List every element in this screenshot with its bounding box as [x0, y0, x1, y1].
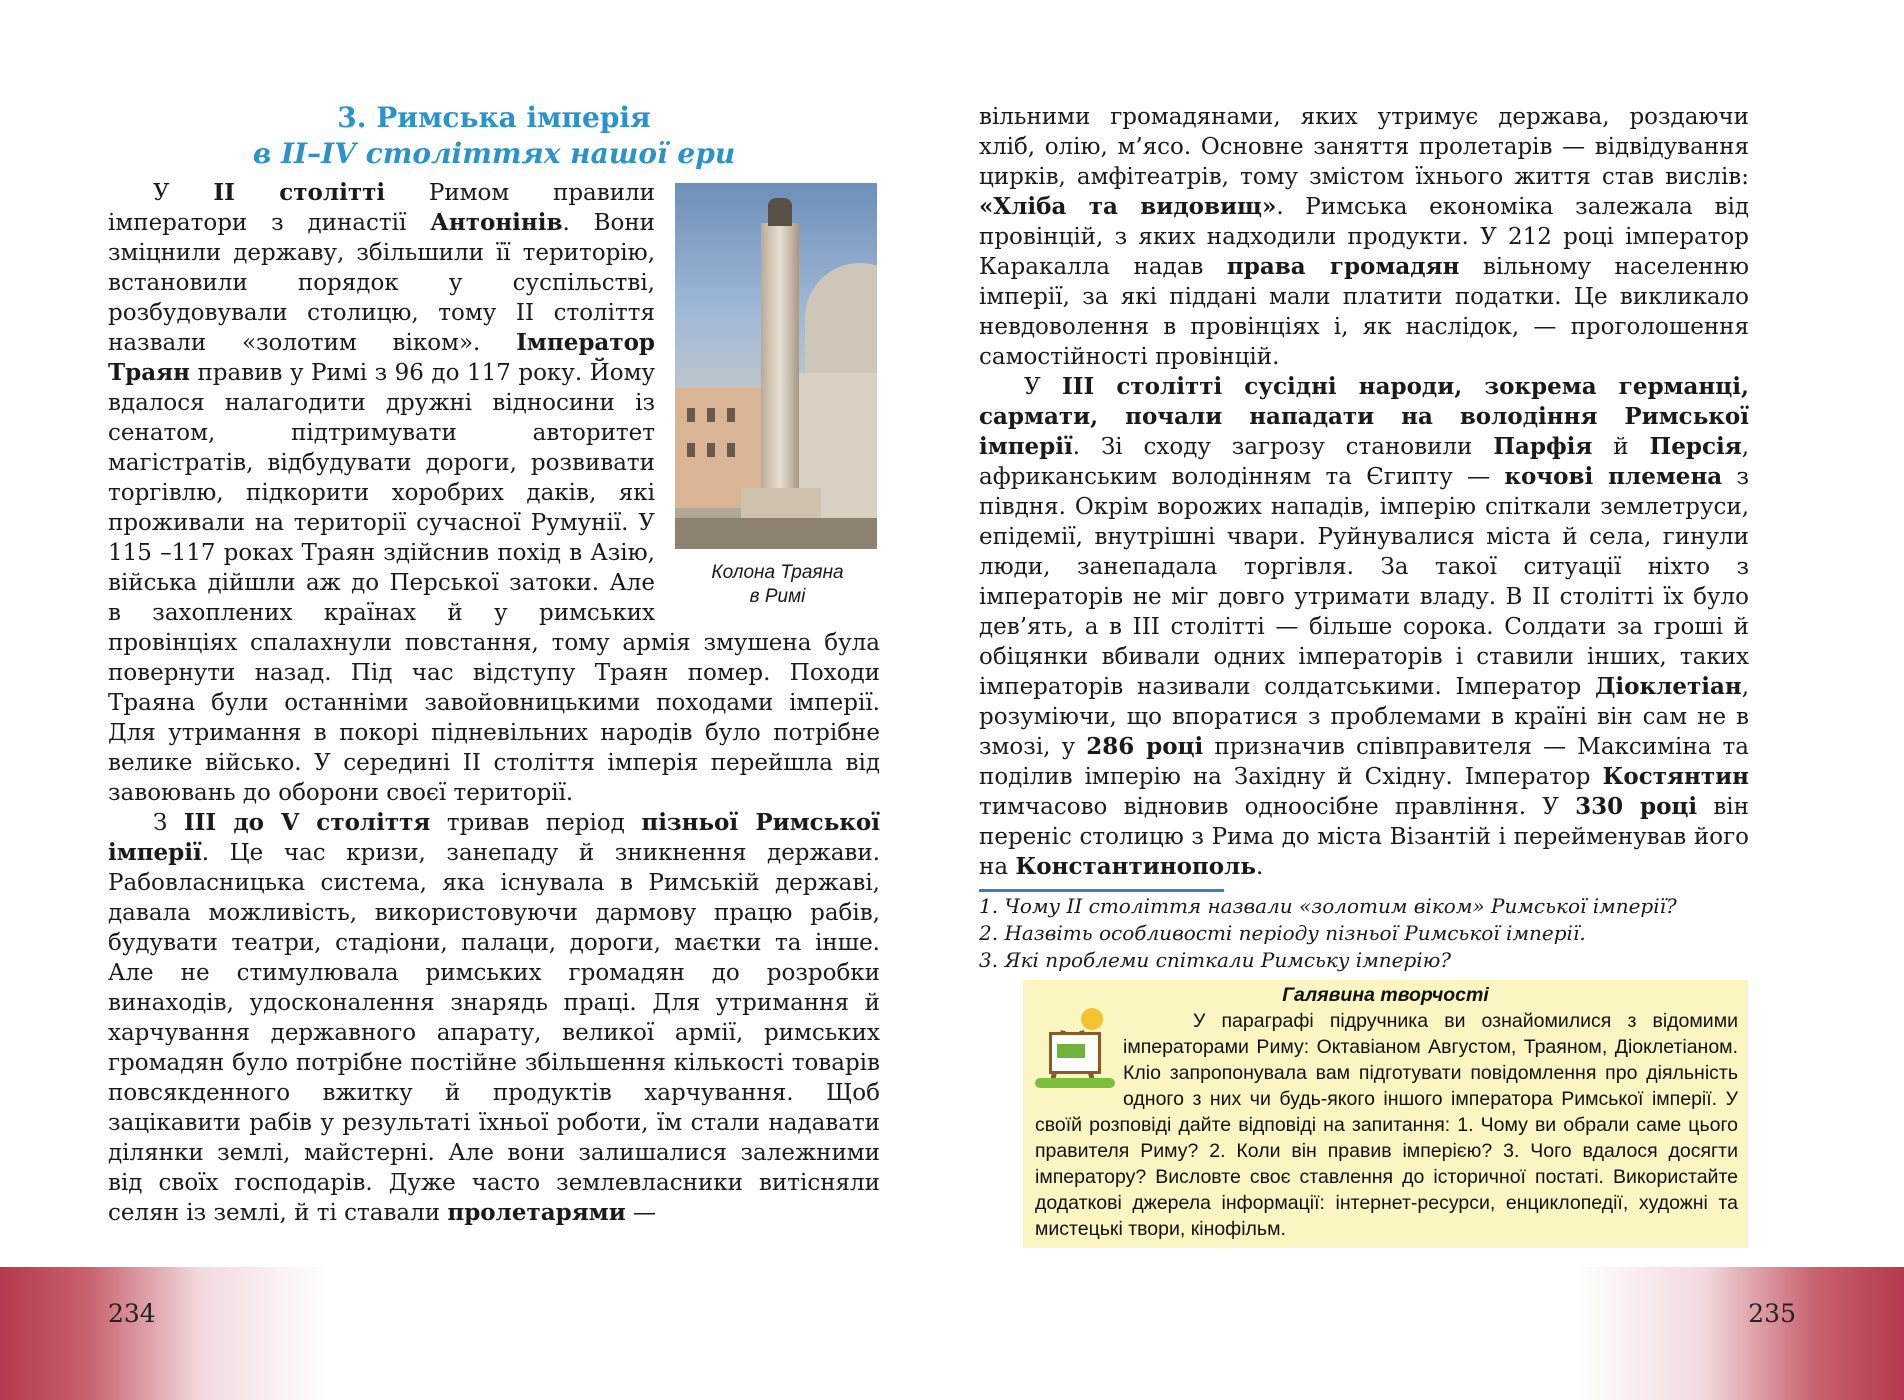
paragraph: [979, 372, 1749, 882]
right-page: [952, 0, 1904, 1400]
right-body-text: [979, 102, 1749, 882]
text-run: вільному населенню імперії, за які піддані мали платити податки. Це викликало невдоволення в провінціях і, як наслідок, — проголошення самостійності провінцій.: [979, 254, 1749, 370]
text-run: , розуміючи, що впоратися з проблемами в країні він сам не в змозі, у: [979, 674, 1749, 760]
bold-term: Константинополь: [1015, 853, 1256, 880]
left-body-text: [108, 178, 880, 1228]
text-run: вільними громадянами, яких утримує держава, роздаючи хліб, олію, м’ясо. Основне заняття пролетарів — відвідування цирків, амфітеатрів, тому змістом їхнього життя став вислів:: [979, 104, 1749, 190]
question: 3. Які проблеми спіткали Римську імперію?: [979, 948, 1452, 972]
page-footer-band: [0, 1267, 952, 1400]
review-questions: [979, 893, 1759, 974]
page-number: 234: [108, 1299, 156, 1328]
text-run: Римом правили імператори з династії: [108, 180, 655, 236]
questions-divider: [979, 889, 1224, 892]
bold-term: II столітті: [213, 179, 386, 206]
photo-caption-line2: в Римі: [749, 586, 806, 607]
creative-task-title: Галявина творчості: [1282, 984, 1489, 1006]
text-run: правив у Римі з 96 до 117 року. Йому вдалося налагодити дружні відносини із сенатом, підтримувати авторитет магістратів, відбудувати дороги, розвивати торгівлю, підкорити хоробрих даків, які проживали на території сучасної Румунії. У 115 –117 роках Траян здійснив похід в Азію, війська дійшли аж до Перської затоки. Але в захоплених країнах й у римських провінціях спалахнули повстання, тому армія змушена була повернути назад. Під час відступу Траян помер. Походи Траяна були останніми завойовницькими походами імперії. Для утримання в покорі підневільних народів було потрібне велике військо. У середині II століття імперія перейшла від завоювань до оборони своєї території.: [108, 360, 880, 806]
bold-term: 286 році: [1086, 733, 1204, 760]
section-title: [108, 100, 880, 172]
text-run: У: [1024, 374, 1063, 400]
page-number: 235: [1748, 1299, 1796, 1328]
bold-term: III до V століття: [183, 809, 431, 836]
text-run: призначив співправителя — Максиміна та поділив імперію на Західну й Східну. Імператор: [979, 734, 1749, 790]
text-run: . Римська економіка залежала від провінцій, з яких надходили продукти. У 212 році імператор Каракалла надав: [979, 194, 1749, 280]
creative-task-body: [1023, 1008, 1748, 1242]
bold-term: Персія: [1649, 433, 1742, 460]
bold-term: Діоклетіан: [1594, 673, 1742, 700]
text-run: з півдня. Окрім ворожих нападів, імперію спіткали землетруси, епідемії, внутрішні чвари. Руйнувалися міста й села, гинули люди, занепадала торгівля. За такої ситуації ніхто з імператорів не міг довго утримати владу. В II столітті їх було дев’ять, а в III столітті — більше сорока. Солдати за гроші й обіцянки вбивали одних імператорів і ставили інших, таких імператорів називали солдатськими. Імператор: [979, 464, 1749, 700]
text-run: .: [1255, 854, 1264, 880]
easel-painting-icon: [1035, 1008, 1117, 1088]
trajan-column-photo: [675, 183, 877, 549]
text-run: З: [153, 810, 184, 836]
section-title-line1: 3. Римська імперія: [337, 101, 651, 134]
bold-term: «Хліба та видовищ»: [979, 193, 1277, 220]
bold-term: Парфія: [1493, 433, 1593, 460]
bold-term: кочові племена: [1504, 463, 1723, 490]
paragraph: [108, 808, 880, 1228]
text-run: —: [625, 1200, 657, 1226]
text-run: У: [153, 180, 214, 206]
bold-term: III столітті сусідні народи, зокрема германці, сармати, почали нападати на володіння Римської імперії: [979, 373, 1749, 460]
photo-caption: [675, 561, 880, 609]
text-run: він переніс столицю з Рима до міста Візантій і перейменував його на: [979, 794, 1749, 880]
text-run: . Це час кризи, занепаду й зникнення держави. Рабовласницька система, яка існувала в Римській державі, давала можливість, використовуючи дармову працю рабів, будувати театри, стадіони, палаци, дороги, маєтки та інше. Але не стимулювала римських громадян до розробки винаходів, удосконалення знарядь праці. Для утримання й харчування державного апарату, великої армії, римських громадян було потрібне постійне збільшення кількості товарів повсякденного вжитку й продуктів харчування. Щоб зацікавити рабів у результаті їхньої роботи, їм стали надавати ділянки землі, майстерні. Але вони залишалися залежними від своїх господарів. Дуже часто землевласники витісняли селян із землі, й ті ставали: [108, 840, 880, 1226]
text-run: , африканським володінням та Єгипту —: [979, 434, 1750, 490]
creative-task-text: У параграфі підручника ви ознайомилися з відомими імператорами Риму: Октавіаном Августом, Траяном, Діоклетіаном. Кліо запропонувала вам підготувати повідомлення про діяльність одного з них чи будь-якого іншого імператора Римської імперії. У своїй розповіді дайте відповіді на запитання: 1. Чому ви обрали саме цього правителя Риму? 2. Коли він правив імперією? 3. Чого вдалося досягти імператору? Висловте своє ставлення до історичної постаті. Використайте додаткові джерела інформації: інтернет-ресурси, енциклопедії, художні та мистецькі твори, кінофільм.: [1035, 1010, 1738, 1240]
bold-term: пролетарями: [447, 1199, 626, 1226]
paragraph: [979, 102, 1749, 372]
page-footer-band: [952, 1267, 1904, 1400]
bold-term: Імператор Траян: [108, 329, 655, 386]
bold-term: пізньої Римської імперії: [108, 809, 880, 866]
bold-term: Костянтин: [1602, 763, 1749, 790]
question: 2. Назвіть особливості періоду пізньої Римської імперії.: [979, 921, 1586, 945]
text-run: . Вони зміцнили державу, збільшили її територію, встановили порядок у суспільстві, розбудовували столицю, тому II століття назвали «золотим віком».: [108, 210, 656, 356]
section-title-line2: в II–IV століттях нашої ери: [252, 137, 736, 170]
creative-task-box: [1023, 980, 1748, 1248]
question: 1. Чому II століття назвали «золотим віком» Римської імперії?: [979, 894, 1677, 918]
photo-caption-line1: Колона Траяна: [711, 562, 844, 583]
text-run: й: [1592, 434, 1650, 460]
text-run: тимчасово відновив одноосібне правління. У: [979, 794, 1576, 820]
bold-term: права громадян: [1226, 253, 1460, 280]
bold-term: Антонінів: [430, 209, 563, 236]
photo-figure: [675, 183, 880, 609]
bold-term: 330 році: [1575, 793, 1698, 820]
text-run: . Зі сходу загрозу становили: [1072, 434, 1494, 460]
text-run: тривав період: [430, 810, 642, 836]
